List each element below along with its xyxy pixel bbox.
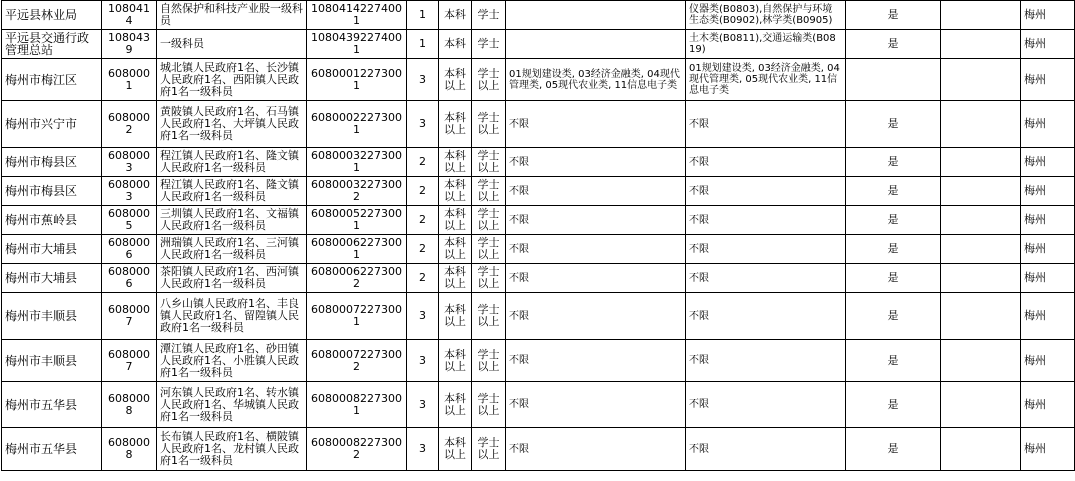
degree-cell: 学士以上 [472, 59, 506, 101]
city-cell: 梅州 [1021, 177, 1075, 206]
position-name-cell: 黄陂镇人民政府1名、石马镇人民政府1名、大坪镇人民政府1名一级科员 [157, 101, 307, 148]
postgrad-major-cell: 不限 [686, 340, 846, 382]
headcount-cell: 2 [407, 148, 439, 177]
dept-cell: 平远县交通行政管理总站 [2, 30, 102, 59]
grassroots-cell: 是 [846, 428, 941, 471]
undergrad-major-cell: 不限 [506, 235, 686, 264]
position-name-cell: 长布镇人民政府1名、横陂镇人民政府1名、龙村镇人民政府1名一级科员 [157, 428, 307, 471]
dept-cell: 梅州市大埔县 [2, 264, 102, 293]
headcount-cell: 2 [407, 264, 439, 293]
grassroots-cell: 是 [846, 293, 941, 340]
position-code-cell: 60800072273001 [307, 293, 407, 340]
extra-cell [941, 264, 1021, 293]
dept-cell: 梅州市丰顺县 [2, 293, 102, 340]
table-row [2, 293, 1075, 340]
table-row [2, 340, 1075, 382]
department-code-cell: 6080001 [102, 59, 157, 101]
city-cell: 梅州 [1021, 30, 1075, 59]
table-row [2, 264, 1075, 293]
education-cell: 本科以上 [439, 235, 472, 264]
education-cell: 本科以上 [439, 177, 472, 206]
degree-cell: 学士以上 [472, 148, 506, 177]
table-row [2, 382, 1075, 428]
position-name-cell: 三圳镇人民政府1名、文福镇人民政府1名一级科员 [157, 206, 307, 235]
position-code-cell: 60800012273001 [307, 59, 407, 101]
position-code-cell: 60800082273001 [307, 382, 407, 428]
position-name-cell: 程江镇人民政府1名、隆文镇人民政府1名一级科员 [157, 148, 307, 177]
position-name-cell: 城北镇人民政府1名、长沙镇人民政府1名、西阳镇人民政府1名一级科员 [157, 59, 307, 101]
city-cell: 梅州 [1021, 293, 1075, 340]
headcount-cell: 3 [407, 101, 439, 148]
education-cell: 本科以上 [439, 101, 472, 148]
table-row [2, 30, 1075, 59]
degree-cell: 学士以上 [472, 206, 506, 235]
position-name-cell: 程江镇人民政府1名、隆文镇人民政府1名一级科员 [157, 177, 307, 206]
dept-cell: 梅州市梅县区 [2, 148, 102, 177]
education-cell: 本科以上 [439, 293, 472, 340]
education-cell: 本科以上 [439, 59, 472, 101]
extra-cell [941, 177, 1021, 206]
undergrad-major-cell: 不限 [506, 101, 686, 148]
city-cell: 梅州 [1021, 235, 1075, 264]
education-cell: 本科 [439, 30, 472, 59]
postgrad-major-cell: 不限 [686, 428, 846, 471]
dept-cell: 平远县林业局 [2, 1, 102, 30]
position-code-cell: 60800032273002 [307, 177, 407, 206]
dept-cell: 梅州市五华县 [2, 428, 102, 471]
grassroots-cell: 是 [846, 148, 941, 177]
headcount-cell: 2 [407, 206, 439, 235]
department-code-cell: 6080007 [102, 340, 157, 382]
city-cell: 梅州 [1021, 206, 1075, 235]
undergrad-major-cell: 不限 [506, 206, 686, 235]
city-cell: 梅州 [1021, 59, 1075, 101]
extra-cell [941, 293, 1021, 340]
extra-cell [941, 30, 1021, 59]
postgrad-major-cell: 土木类(B0811),交通运输类(B0819) [686, 30, 846, 59]
degree-cell: 学士 [472, 1, 506, 30]
position-code-cell: 60800082273002 [307, 428, 407, 471]
education-cell: 本科以上 [439, 264, 472, 293]
grassroots-cell: 是 [846, 264, 941, 293]
undergrad-major-cell: 不限 [506, 382, 686, 428]
dept-cell: 梅州市五华县 [2, 382, 102, 428]
department-code-cell: 6080002 [102, 101, 157, 148]
city-cell: 梅州 [1021, 428, 1075, 471]
grassroots-cell: 是 [846, 1, 941, 30]
department-code-cell: 6080008 [102, 382, 157, 428]
city-cell: 梅州 [1021, 1, 1075, 30]
grassroots-cell: 是 [846, 206, 941, 235]
undergrad-major-cell: 01规划建设类, 03经济金融类, 04现代管理类, 05现代农业类, 11信息电子类 [506, 59, 686, 101]
undergrad-major-cell: 不限 [506, 264, 686, 293]
headcount-cell: 1 [407, 30, 439, 59]
table-row [2, 235, 1075, 264]
dept-cell: 梅州市大埔县 [2, 235, 102, 264]
city-cell: 梅州 [1021, 264, 1075, 293]
undergrad-major-cell: 不限 [506, 177, 686, 206]
headcount-cell: 3 [407, 382, 439, 428]
headcount-cell: 2 [407, 177, 439, 206]
extra-cell [941, 148, 1021, 177]
position-name-cell: 潭江镇人民政府1名、砂田镇人民政府1名、小胜镇人民政府1名一级科员 [157, 340, 307, 382]
department-code-cell: 6080008 [102, 428, 157, 471]
headcount-cell: 3 [407, 59, 439, 101]
extra-cell [941, 1, 1021, 30]
table-row [2, 177, 1075, 206]
city-cell: 梅州 [1021, 340, 1075, 382]
grassroots-cell: 是 [846, 101, 941, 148]
extra-cell [941, 101, 1021, 148]
position-name-cell: 洲瑞镇人民政府1名、三河镇人民政府1名一级科员 [157, 235, 307, 264]
department-code-cell: 6080003 [102, 148, 157, 177]
grassroots-cell: 是 [846, 382, 941, 428]
department-code-cell: 6080007 [102, 293, 157, 340]
undergrad-major-cell [506, 1, 686, 30]
position-name-cell: 茶阳镇人民政府1名、西河镇人民政府1名一级科员 [157, 264, 307, 293]
extra-cell [941, 206, 1021, 235]
headcount-cell: 3 [407, 340, 439, 382]
position-code-cell: 10804392274001 [307, 30, 407, 59]
recruitment-table [1, 0, 1075, 471]
undergrad-major-cell: 不限 [506, 293, 686, 340]
postgrad-major-cell: 不限 [686, 264, 846, 293]
degree-cell: 学士以上 [472, 264, 506, 293]
department-code-cell: 6080003 [102, 177, 157, 206]
department-code-cell: 1080439 [102, 30, 157, 59]
grassroots-cell: 是 [846, 177, 941, 206]
postgrad-major-cell: 不限 [686, 177, 846, 206]
postgrad-major-cell: 不限 [686, 206, 846, 235]
education-cell: 本科以上 [439, 148, 472, 177]
postgrad-major-cell: 不限 [686, 101, 846, 148]
position-code-cell: 60800072273002 [307, 340, 407, 382]
extra-cell [941, 59, 1021, 101]
position-code-cell: 60800062273002 [307, 264, 407, 293]
degree-cell: 学士以上 [472, 428, 506, 471]
education-cell: 本科以上 [439, 206, 472, 235]
table-row [2, 101, 1075, 148]
city-cell: 梅州 [1021, 101, 1075, 148]
grassroots-cell: 是 [846, 235, 941, 264]
position-name-cell: 一级科员 [157, 30, 307, 59]
extra-cell [941, 340, 1021, 382]
degree-cell: 学士以上 [472, 101, 506, 148]
grassroots-cell [846, 59, 941, 101]
degree-cell: 学士以上 [472, 382, 506, 428]
undergrad-major-cell [506, 30, 686, 59]
undergrad-major-cell: 不限 [506, 428, 686, 471]
degree-cell: 学士以上 [472, 177, 506, 206]
dept-cell: 梅州市丰顺县 [2, 340, 102, 382]
department-code-cell: 1080414 [102, 1, 157, 30]
postgrad-major-cell: 01规划建设类, 03经济金融类, 04现代管理类, 05现代农业类, 11信息电子类 [686, 59, 846, 101]
position-name-cell: 自然保护和科技产业股一级科员 [157, 1, 307, 30]
department-code-cell: 6080006 [102, 264, 157, 293]
table-row [2, 206, 1075, 235]
position-code-cell: 60800062273001 [307, 235, 407, 264]
postgrad-major-cell: 仪器类(B0803),自然保护与环境生态类(B0902),林学类(B0905) [686, 1, 846, 30]
headcount-cell: 3 [407, 293, 439, 340]
degree-cell: 学士 [472, 30, 506, 59]
postgrad-major-cell: 不限 [686, 382, 846, 428]
extra-cell [941, 428, 1021, 471]
city-cell: 梅州 [1021, 382, 1075, 428]
city-cell: 梅州 [1021, 148, 1075, 177]
degree-cell: 学士以上 [472, 340, 506, 382]
extra-cell [941, 382, 1021, 428]
table-row [2, 1, 1075, 30]
headcount-cell: 2 [407, 235, 439, 264]
undergrad-major-cell: 不限 [506, 340, 686, 382]
headcount-cell: 3 [407, 428, 439, 471]
grassroots-cell: 是 [846, 30, 941, 59]
dept-cell: 梅州市蕉岭县 [2, 206, 102, 235]
table-row [2, 148, 1075, 177]
dept-cell: 梅州市梅江区 [2, 59, 102, 101]
headcount-cell: 1 [407, 1, 439, 30]
postgrad-major-cell: 不限 [686, 293, 846, 340]
table-row [2, 59, 1075, 101]
education-cell: 本科以上 [439, 428, 472, 471]
position-name-cell: 八乡山镇人民政府1名、丰良镇人民政府1名、留隍镇人民政府1名一级科员 [157, 293, 307, 340]
education-cell: 本科 [439, 1, 472, 30]
dept-cell: 梅州市梅县区 [2, 177, 102, 206]
position-code-cell: 10804142274001 [307, 1, 407, 30]
dept-cell: 梅州市兴宁市 [2, 101, 102, 148]
extra-cell [941, 235, 1021, 264]
position-name-cell: 河东镇人民政府1名、转水镇人民政府1名、华城镇人民政府1名一级科员 [157, 382, 307, 428]
department-code-cell: 6080005 [102, 206, 157, 235]
degree-cell: 学士以上 [472, 293, 506, 340]
education-cell: 本科以上 [439, 340, 472, 382]
postgrad-major-cell: 不限 [686, 235, 846, 264]
postgrad-major-cell: 不限 [686, 148, 846, 177]
grassroots-cell: 是 [846, 340, 941, 382]
department-code-cell: 6080006 [102, 235, 157, 264]
position-code-cell: 60800052273001 [307, 206, 407, 235]
position-code-cell: 60800022273001 [307, 101, 407, 148]
table-row [2, 428, 1075, 471]
undergrad-major-cell: 不限 [506, 148, 686, 177]
education-cell: 本科以上 [439, 382, 472, 428]
position-code-cell: 60800032273001 [307, 148, 407, 177]
degree-cell: 学士以上 [472, 235, 506, 264]
